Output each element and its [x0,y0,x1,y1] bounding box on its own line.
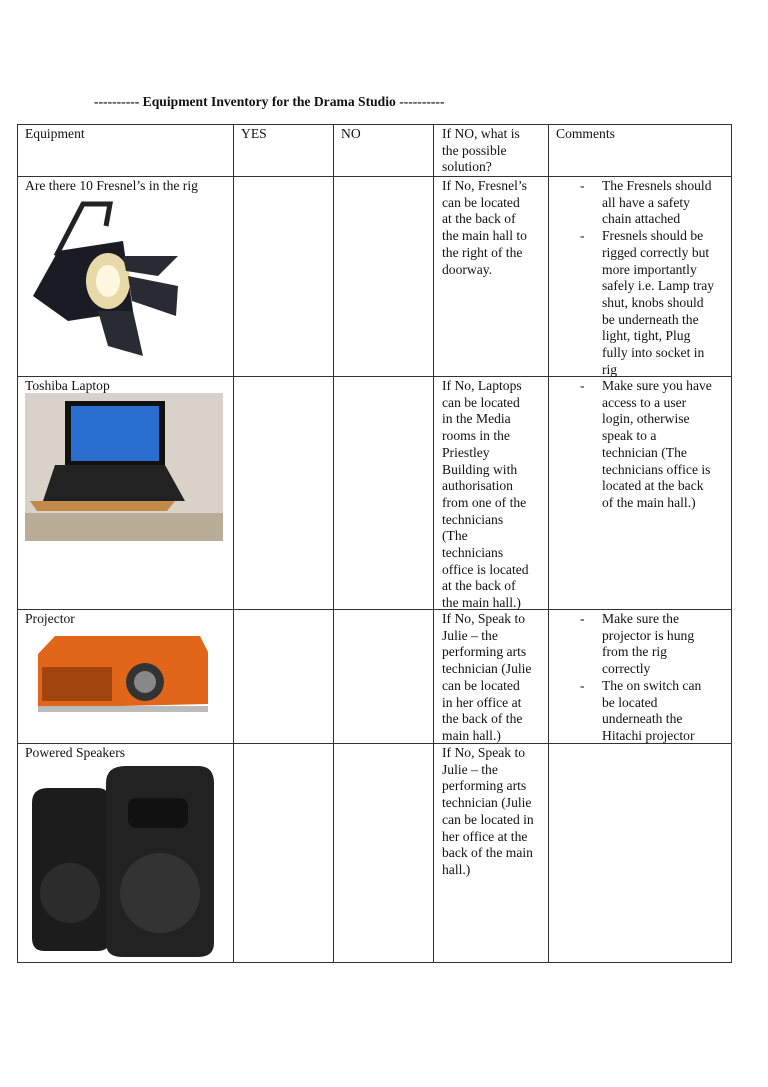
header-solution: If NO, what is the possible solution? [442,126,520,175]
comment-line: be underneath the [602,311,699,327]
header-no: NO [341,126,361,141]
comment-line: more importantly [602,261,697,277]
comment-line: be located [602,694,658,710]
comments-cell [556,178,714,378]
comment-line: fully into socket in [602,345,705,361]
comment-line: - Fresnels should be [580,228,704,244]
comment-line: login, otherwise [602,411,690,427]
comment-line: projector is hung [602,627,695,643]
comment-line: access to a user [602,394,687,410]
comment-line: from the rig [602,644,667,660]
solution-cell: If No, Laptops can be located in the Media rooms in the Priestley Building with authorisation from one of the technicians (The technicians office is located at the back of the main hall.) [442,378,529,611]
comment-line: shut, knobs should [602,294,704,310]
comment-line: of the main hall.) [602,494,696,510]
solution-cell: If No, Speak to Julie – the performing arts technician (Julie can be located in her office at the back of the main hall.) [442,745,534,877]
header-equipment: Equipment [25,126,85,141]
comment-line: - Make sure the [580,611,680,626]
solution-cell: If No, Fresnel’s can be located at the back of the main hall to the right of the doorway. [442,178,527,277]
bullet: - [580,228,585,244]
comments-cell [556,378,712,512]
comment-line: technicians office is [602,461,711,477]
comment-line: located at the back [602,478,704,494]
bullet: - [580,378,585,393]
comment-line: safely i.e. Lamp tray [602,278,715,294]
comment-line: light, tight, Plug [602,328,691,344]
header-comments: Comments [556,126,615,141]
bullet: - [580,611,585,626]
bullet: - [580,677,585,693]
comment-line: - The on switch can [580,677,702,693]
comments-cell [556,611,701,745]
comment-line: - The Fresnels should [580,178,712,193]
equipment-name: Toshiba Laptop [25,378,110,393]
comment-line: chain attached [602,211,681,227]
bullet: - [580,178,585,193]
comment-line: - Make sure you have [580,378,712,393]
comment-line: technician (The [602,444,687,460]
header-yes: YES [241,126,267,141]
fresnel-light-image [28,196,183,358]
projector-image [30,632,210,720]
comment-line: all have a safety [602,194,690,210]
comment-line: correctly [602,661,651,677]
equipment-name: Projector [25,611,75,626]
page-title: ---------- Equipment Inventory for the Drama Studio ---------- [94,94,445,109]
comment-line: underneath the [602,711,683,727]
comment-line: rigged correctly but [602,244,710,260]
comment-line: rig [602,361,618,377]
speakers-image [28,763,228,958]
comment-line: speak to a [602,428,657,444]
equipment-name: Are there 10 Fresnel’s in the rig [25,178,198,193]
equipment-name: Powered Speakers [25,745,126,760]
comment-line: Hitachi projector [602,727,695,743]
laptop-image [25,393,223,541]
solution-cell: If No, Speak to Julie – the performing arts technician (Julie can be located in her office at the back of the main hall.) [442,611,532,743]
